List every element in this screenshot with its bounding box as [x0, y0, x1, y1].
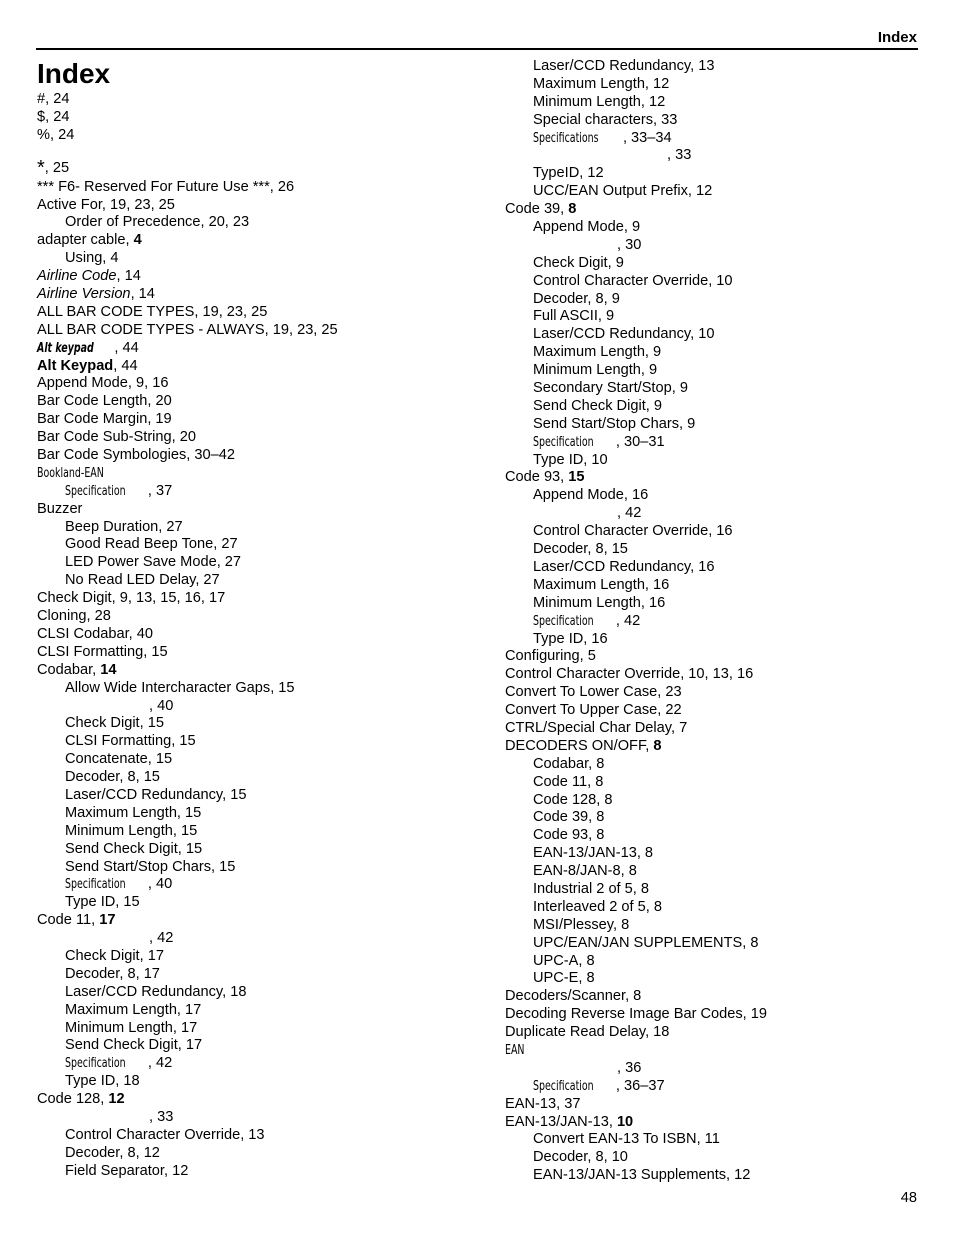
entry-text: , 30: [617, 236, 642, 253]
entry-text: , 14: [116, 268, 141, 285]
index-subentry: [37, 1109, 497, 1127]
entry-text: Send Check Digit, 9: [533, 397, 662, 414]
entry-text: UPC-E, 8: [533, 970, 595, 987]
entry-text: Type ID, 16: [533, 630, 608, 647]
entry-text: Allow Wide Intercharacter Gaps, 15: [65, 679, 295, 696]
index-subentry: [37, 1020, 497, 1038]
entry-text: Convert EAN-13 To ISBN, 11: [533, 1131, 720, 1148]
index-subentry: [37, 554, 497, 572]
index-subentry: [505, 362, 925, 380]
entry-text: Send Start/Stop Chars, 15: [65, 858, 236, 875]
index-subentry: [37, 751, 497, 769]
condensed-term: Specification: [533, 1077, 594, 1094]
entry-text: Maximum Length, 12: [533, 75, 670, 92]
entry-text: , 42: [147, 1055, 173, 1072]
entry-text: Decoder, 8, 15: [65, 769, 160, 786]
index-entry: [37, 268, 497, 286]
condensed-term: EAN: [505, 1041, 525, 1058]
index-subentry: [37, 769, 497, 787]
index-subentry: [505, 541, 925, 559]
index-entry: [505, 702, 925, 720]
entry-text: Code 39,: [505, 201, 569, 218]
index-subentry: [505, 416, 925, 434]
entry-text: Check Digit, 15: [65, 715, 164, 732]
entry-text: Minimum Length, 12: [533, 93, 666, 110]
running-header: Index: [877, 29, 917, 46]
index-subentry: [37, 1145, 497, 1163]
primary-page-ref: 4: [133, 232, 142, 249]
condensed-term: Specification: [65, 482, 126, 499]
entry-text: Decoder, 8, 10: [533, 1149, 628, 1166]
entry-text: , 37: [147, 482, 173, 499]
entry-text: Configuring, 5: [505, 648, 596, 665]
condensed-term: Specification: [65, 876, 126, 893]
primary-page-ref: 17: [99, 912, 116, 929]
entry-text: , 25: [44, 159, 70, 176]
entry-text: Interleaved 2 of 5, 8: [533, 898, 662, 915]
entry-text: Decoding Reverse Image Bar Codes, 19: [505, 1006, 768, 1023]
index-subentry: [37, 948, 497, 966]
index-subentry: [37, 876, 497, 894]
index-subentry: [505, 809, 925, 827]
entry-text: , 36: [617, 1059, 642, 1076]
index-subentry: [505, 792, 925, 810]
index-subentry: [505, 58, 925, 76]
index-subentry: [37, 1127, 497, 1145]
index-subentry: [505, 505, 925, 523]
entry-text: Laser/CCD Redundancy, 18: [65, 983, 247, 1000]
entry-text: Control Character Override, 10: [533, 272, 733, 289]
index-subentry: [505, 147, 925, 165]
entry-text: DECODERS ON/OFF,: [505, 737, 654, 754]
page-title: Index: [37, 58, 111, 89]
entry-text: Code 128,: [37, 1091, 109, 1108]
index-subentry: [505, 183, 925, 201]
index-subentry: [37, 841, 497, 859]
entry-text: Decoder, 8, 17: [65, 965, 160, 982]
index-entry: [37, 501, 497, 519]
index-subentry: [505, 1131, 925, 1149]
index-subentry: [505, 76, 925, 94]
entry-text: , 30–31: [615, 433, 665, 450]
primary-page-ref: 15: [568, 469, 585, 486]
entry-text: Secondary Start/Stop, 9: [533, 380, 688, 397]
entry-text: Append Mode, 16: [533, 487, 649, 504]
entry-text: Check Digit, 17: [65, 947, 164, 964]
index-entry: [37, 393, 497, 411]
index-subentry: [37, 859, 497, 877]
entry-text: Code 11,: [37, 912, 100, 929]
index-entry: [37, 91, 497, 109]
entry-text: Buzzer: [37, 500, 83, 517]
index-subentry: [505, 881, 925, 899]
entry-text: Active For, 19, 23, 25: [37, 196, 175, 213]
entry-text: Maximum Length, 16: [533, 576, 670, 593]
index-entry: [37, 358, 497, 376]
index-column-left: [37, 91, 497, 1181]
page-number: 48: [900, 1190, 917, 1206]
condensed-term: Specifications: [533, 129, 599, 146]
index-entry: [505, 666, 925, 684]
index-subentry: [505, 1149, 925, 1167]
primary-page-ref: 8: [653, 737, 662, 754]
index-subentry: [37, 250, 497, 268]
entry-text: Minimum Length, 9: [533, 362, 658, 379]
entry-text: Maximum Length, 15: [65, 804, 202, 821]
index-subentry: [505, 559, 925, 577]
index-subentry: [505, 899, 925, 917]
index-subentry: [505, 273, 925, 291]
entry-text: Code 39, 8: [533, 809, 605, 826]
index-subentry: [37, 1055, 497, 1073]
entry-text: UCC/EAN Output Prefix, 12: [533, 183, 713, 200]
index-subentry: [505, 613, 925, 631]
entry-text: Codabar,: [37, 661, 101, 678]
entry-text: Decoder, 8, 12: [65, 1144, 160, 1161]
index-subentry: [505, 237, 925, 255]
entry-text: Check Digit, 9: [533, 254, 624, 271]
index-subentry: [505, 94, 925, 112]
index-subentry: [505, 1078, 925, 1096]
index-subentry: [37, 572, 497, 590]
index-entry: [505, 201, 925, 219]
index-subentry: [37, 823, 497, 841]
index-subentry: [37, 680, 497, 698]
index-subentry: [505, 845, 925, 863]
index-subentry: [505, 165, 925, 183]
index-subentry: [37, 733, 497, 751]
index-entry: [37, 127, 497, 145]
italic-term: Airline Version: [37, 286, 131, 303]
entry-text: Good Read Beep Tone, 27: [65, 536, 238, 553]
entry-text: Special characters, 33: [533, 111, 678, 128]
index-subentry: [37, 930, 497, 948]
entry-text: CLSI Codabar, 40: [37, 625, 154, 642]
bold-term: Alt Keypad: [37, 357, 114, 374]
index-entry: [505, 988, 925, 1006]
entry-text: Decoders/Scanner, 8: [505, 988, 642, 1005]
entry-text: Maximum Length, 17: [65, 1001, 202, 1018]
index-subentry: [37, 787, 497, 805]
index-subentry: [505, 452, 925, 470]
index-entry: [505, 1024, 925, 1042]
entry-text: Type ID, 15: [65, 894, 140, 911]
entry-text: Code 11, 8: [533, 773, 604, 790]
entry-text: Beep Duration, 27: [65, 518, 183, 535]
entry-text: Minimum Length, 15: [65, 822, 198, 839]
entry-text: Type ID, 10: [533, 451, 608, 468]
entry-text: , 40: [147, 876, 173, 893]
entry-text: Control Character Override, 10, 13, 16: [505, 666, 754, 683]
index-subentry: [37, 698, 497, 716]
entry-text: EAN-13/JAN-13,: [505, 1113, 617, 1130]
entry-text: , 42: [615, 612, 641, 629]
entry-text: Bar Code Symbologies, 30–42: [37, 447, 235, 464]
index-subentry: [505, 1060, 925, 1078]
entry-text: CTRL/Special Char Delay, 7: [505, 719, 688, 736]
index-subentry: [505, 827, 925, 845]
index-subentry: [505, 344, 925, 362]
entry-text: , 44: [114, 339, 139, 356]
entry-text: UPC-A, 8: [533, 952, 595, 969]
index-entry: [37, 157, 497, 179]
index-subentry: [505, 917, 925, 935]
entry-text: Concatenate, 15: [65, 751, 173, 768]
index-entry: [37, 429, 497, 447]
entry-text: Convert To Upper Case, 22: [505, 702, 682, 719]
index-entry: [37, 1091, 497, 1109]
index-subentry: [37, 1163, 497, 1181]
condensed-term: Specification: [533, 612, 594, 629]
index-entry: [37, 322, 497, 340]
index-entry: [37, 375, 497, 393]
index-subentry: [505, 255, 925, 273]
entry-text: TypeID, 12: [533, 165, 604, 182]
condensed-term: Bookland-EAN: [37, 464, 104, 481]
condensed-term: Specification: [65, 1055, 126, 1072]
entry-text: Bar Code Length, 20: [37, 393, 172, 410]
entry-text: EAN-13/JAN-13, 8: [533, 845, 654, 862]
entry-text: Type ID, 18: [65, 1073, 140, 1090]
index-subentry: [37, 1037, 497, 1055]
index-entry: [505, 648, 925, 666]
entry-text: Append Mode, 9, 16: [37, 375, 169, 392]
index-subentry: [505, 756, 925, 774]
entry-text: Maximum Length, 9: [533, 344, 662, 361]
entry-text: *** F6- Reserved For Future Use ***, 26: [37, 178, 295, 195]
entry-text: Code 93,: [505, 469, 569, 486]
entry-text: Append Mode, 9: [533, 219, 641, 236]
primary-page-ref: 10: [616, 1113, 634, 1130]
entry-text: Cloning, 28: [37, 608, 111, 625]
entry-text: Control Character Override, 16: [533, 523, 733, 540]
index-entry: [37, 644, 497, 662]
entry-text: , 40: [149, 697, 174, 714]
entry-text: Laser/CCD Redundancy, 13: [533, 58, 715, 74]
entry-text: Decoder, 8, 9: [533, 290, 620, 307]
entry-text: Order of Precedence, 20, 23: [65, 214, 250, 231]
index-subentry: [37, 1073, 497, 1091]
entry-text: Using, 4: [65, 250, 119, 267]
index-subentry: [505, 291, 925, 309]
entry-text: , 33: [667, 147, 692, 164]
index-entry: [37, 340, 497, 358]
index-column-right: [505, 58, 925, 1185]
entry-text: ALL BAR CODE TYPES - ALWAYS, 19, 23, 25: [37, 321, 338, 338]
entry-text: %, 24: [37, 126, 75, 143]
entry-text: UPC/EAN/JAN SUPPLEMENTS, 8: [533, 934, 759, 951]
entry-text: MSI/Plessey, 8: [533, 916, 630, 933]
index-entry: [505, 738, 925, 756]
index-entry: [505, 1114, 925, 1132]
index-subentry: [505, 487, 925, 505]
entry-text: Field Separator, 12: [65, 1162, 189, 1179]
index-entry: [37, 608, 497, 626]
entry-text: Decoder, 8, 15: [533, 541, 628, 558]
index-entry: [37, 590, 497, 608]
index-subentry: [505, 935, 925, 953]
entry-text: , 44: [113, 357, 138, 374]
entry-text: CLSI Formatting, 15: [37, 643, 168, 660]
index-subentry: [505, 1167, 925, 1185]
entry-text: Convert To Lower Case, 23: [505, 684, 682, 701]
index-entry: [505, 1096, 925, 1114]
entry-text: Control Character Override, 13: [65, 1126, 265, 1143]
index-subentry: [505, 595, 925, 613]
entry-text: Send Check Digit, 15: [65, 840, 203, 857]
index-subentry: [505, 112, 925, 130]
index-subentry: [505, 398, 925, 416]
index-subentry: [505, 774, 925, 792]
entry-text: , 33: [149, 1108, 174, 1125]
index-entry: [505, 1042, 925, 1060]
entry-text: Codabar, 8: [533, 755, 605, 772]
index-subentry: [37, 483, 497, 501]
index-entry: [37, 179, 497, 197]
index-subentry: [505, 577, 925, 595]
index-entry: [37, 286, 497, 304]
entry-text: Minimum Length, 16: [533, 594, 666, 611]
index-entry: [37, 232, 497, 250]
index-entry: [37, 465, 497, 483]
index-entry: [37, 912, 497, 930]
entry-text: EAN-8/JAN-8, 8: [533, 863, 637, 880]
index-subentry: [505, 380, 925, 398]
index-entry: [37, 411, 497, 429]
index-entry: [505, 720, 925, 738]
entry-text: Check Digit, 9, 13, 15, 16, 17: [37, 590, 226, 607]
entry-text: LED Power Save Mode, 27: [65, 554, 242, 571]
index-entry: [37, 662, 497, 680]
index-entry: [37, 109, 497, 127]
entry-text: , 42: [149, 930, 174, 947]
entry-text: Laser/CCD Redundancy, 10: [533, 326, 715, 343]
index-subentry: [37, 519, 497, 537]
primary-page-ref: 12: [108, 1091, 125, 1108]
entry-text: adapter cable,: [37, 232, 134, 249]
index-entry: [37, 304, 497, 322]
entry-text: Send Check Digit, 17: [65, 1037, 203, 1054]
index-entry: [37, 197, 497, 215]
index-entry: [37, 626, 497, 644]
index-entry: [505, 469, 925, 487]
entry-text: , 14: [130, 286, 155, 303]
entry-text: CLSI Formatting, 15: [65, 733, 196, 750]
index-subentry: [505, 434, 925, 452]
entry-text: No Read LED Delay, 27: [65, 572, 220, 589]
index-subentry: [37, 536, 497, 554]
entry-text: , 33–34: [622, 129, 672, 146]
entry-text: , 36–37: [615, 1077, 665, 1094]
entry-text: Bar Code Sub-String, 20: [37, 429, 196, 446]
index-subentry: [37, 214, 497, 232]
entry-text: , 42: [617, 505, 642, 522]
index-subentry: [37, 805, 497, 823]
entry-text: Duplicate Read Delay, 18: [505, 1024, 670, 1041]
asterisk-term: *: [37, 156, 45, 179]
entry-text: Industrial 2 of 5, 8: [533, 880, 650, 897]
entry-text: EAN-13/JAN-13 Supplements, 12: [533, 1167, 751, 1184]
index-subentry: [37, 984, 497, 1002]
entry-text: Laser/CCD Redundancy, 15: [65, 786, 247, 803]
index-subentry: [505, 863, 925, 881]
index-subentry: [505, 308, 925, 326]
entry-text: #, 24: [37, 91, 70, 107]
entry-text: Minimum Length, 17: [65, 1019, 198, 1036]
index-subentry: [37, 894, 497, 912]
index-subentry: [505, 631, 925, 649]
entry-text: EAN-13, 37: [505, 1095, 581, 1112]
index-entry: [505, 684, 925, 702]
entry-text: Send Start/Stop Chars, 9: [533, 415, 696, 432]
index-subentry: [505, 523, 925, 541]
entry-text: Code 128, 8: [533, 791, 613, 808]
primary-page-ref: 14: [100, 661, 117, 678]
index-subentry: [505, 953, 925, 971]
condensed-term: Alt keypad: [37, 339, 94, 356]
index-subentry: [505, 326, 925, 344]
entry-text: Full ASCII, 9: [533, 308, 615, 325]
condensed-term: Specification: [533, 433, 594, 450]
entry-text: $, 24: [37, 108, 70, 125]
index-subentry: [505, 219, 925, 237]
index-subentry: [505, 130, 925, 148]
index-subentry: [37, 966, 497, 984]
entry-text: Bar Code Margin, 19: [37, 411, 172, 428]
index-subentry: [505, 970, 925, 988]
index-entry: [37, 447, 497, 465]
primary-page-ref: 8: [568, 201, 577, 218]
entry-text: Laser/CCD Redundancy, 16: [533, 558, 715, 575]
index-subentry: [37, 1002, 497, 1020]
entry-text: Code 93, 8: [533, 827, 605, 844]
index-subentry: [37, 715, 497, 733]
index-entry: [505, 1006, 925, 1024]
entry-text: ALL BAR CODE TYPES, 19, 23, 25: [37, 303, 268, 320]
italic-term: Airline Code: [37, 268, 117, 285]
header-rule: [36, 48, 918, 50]
